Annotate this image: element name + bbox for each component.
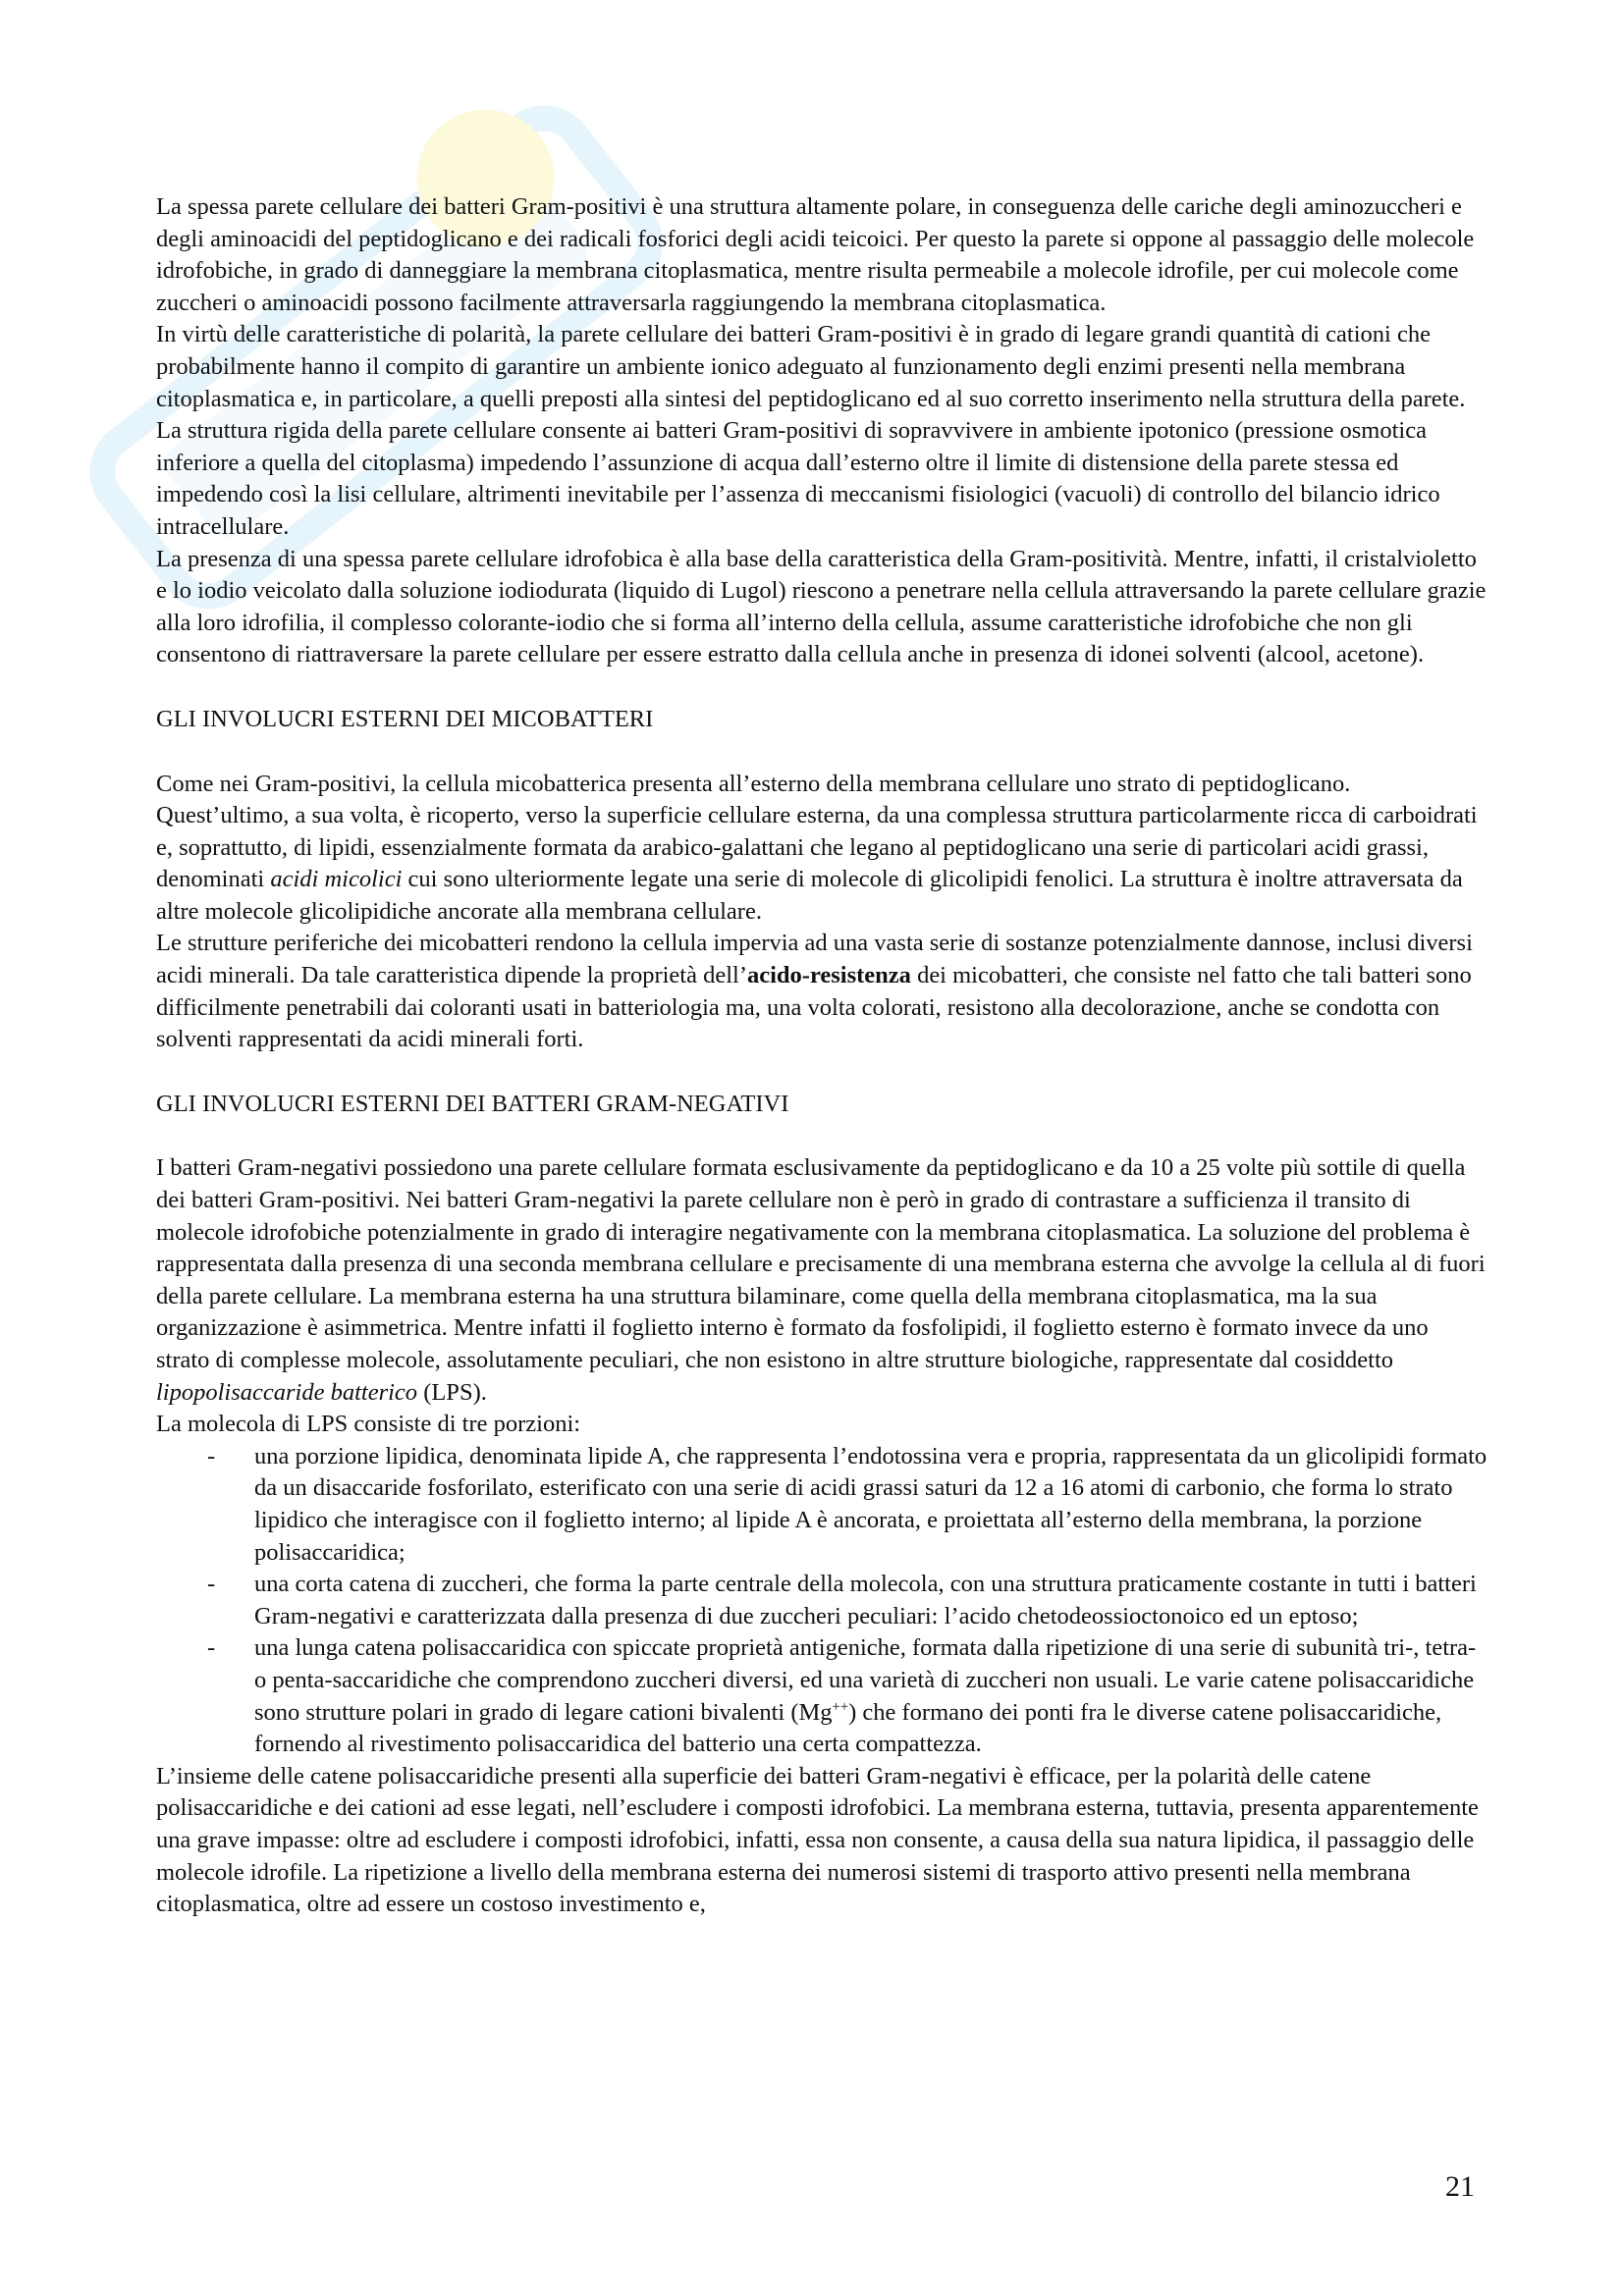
heading-micobatteri: GLI INVOLUCRI ESTERNI DEI MICOBATTERI [156, 705, 654, 732]
page-number: 21 [1445, 2170, 1475, 2203]
list-item: - una corta catena di zuccheri, che forma la parte centrale della molecola, con una struttura praticamente costante in tutti i batteri Gram-negativi e caratterizzata dalla presenza di due zuccheri peculiari: l’acido chetodeossioctonoico ed un eptoso; [207, 1571, 1477, 1629]
paragraph-intro-4: La presenza di una spessa parete cellulare idrofobica è alla base della caratteristica della Gram-positività. Mentre, infatti, il cristalvioletto e lo iodio veicolato dalla soluzione iodiodurata (liquido di Lugol) riescono a penetrare nella cellula attraversando la parete cellulare grazie alla loro idrofilia, il complesso colorante-iodio che si forma all’interno della cellula, assume caratteristiche idrofobiche che non gli consentono di riattraversare la parete cellulare per essere estratto dalla cellula anche in presenza di idonei solventi (alcool, acetone). [156, 545, 1487, 668]
document-page [156, 191, 1488, 1921]
italic-term-acidi-micolici: acidi micolici [270, 866, 403, 893]
bold-term-acido-resistenza: acido-resistenza [747, 962, 911, 989]
paragraph-myco-1: Come nei Gram-positivi, la cellula micobatterica presenta all’esterno della membrana cellulare uno strato di peptidoglicano. Quest’ultimo, a sua volta, è ricoperto, verso la superficie cellulare esterna, da una complessa struttura particolarmente ricca di carboidrati e, soprattutto, di lipidi, essenzialmente formata da arabico-galattani che legano al peptidoglicano una serie di particolari acidi grassi, denominati acidi micolici cui sono ulteriormente legate una serie di molecole di glicolipidi fenolici. La struttura è inoltre attraversata da altre molecole glicolipidiche ancorate alla membrana cellulare. [156, 770, 1478, 925]
dash-bullet: - [207, 1442, 216, 1469]
dash-bullet: - [207, 1634, 216, 1662]
paragraph-intro-1: La spessa parete cellulare dei batteri Gram-positivi è una struttura altamente polare, in conseguenza delle cariche degli aminozuccheri e degli aminoacidi del peptidoglicano e dei radicali fosforici degli acidi teicoici. Per questo la parete si oppone al passaggio delle molecole idrofobiche, in grado di danneggiare la membrana citoplasmatica, mentre risulta permeabile a molecole idrofile, per cui molecole come zuccheri o aminoacidi possono facilmente attraversarla raggiungendo la membrana citoplasmatica. [156, 193, 1475, 316]
paragraph-intro-2: In virtù delle caratteristiche di polarità, la parete cellulare dei batteri Gram-positivi è in grado di legare grandi quantità di cationi che probabilmente hanno il compito di garantire un ambiente ionico adeguato al funzionamento degli enzimi presenti nella membrana citoplasmatica e, in particolare, a quelli preposti alla sintesi del peptidoglicano ed al suo corretto inserimento nella struttura della parete. [156, 321, 1466, 412]
paragraph-gramneg-1: I batteri Gram-negativi possiedono una parete cellulare formata esclusivamente da peptidoglicano e da 10 a 25 volte più sottile di quella dei batteri Gram-positivi. Nei batteri Gram-negativi la parete cellulare non è però in grado di contrastare a sufficienza il transito di molecole idrofobiche potenzialmente in grado di interagire negativamente con la membrana citoplasmatica. La soluzione del problema è rappresentata dalla presenza di una seconda membrana cellulare e precisamente di una membrana esterna che avvolge la cellula al di fuori della parete cellulare. La membrana esterna ha una struttura bilaminare, come quella della membrana citoplasmatica, ma la sua organizzazione è asimmetrica. Mentre infatti il foglietto interno è formato da fosfolipidi, il foglietto esterno è formato invece da uno strato di complesse molecole, assolutamente peculiari, che non esistono in altre strutture biologiche, rappresentate dal cosiddetto lipopolisaccaride batterico (LPS). [156, 1154, 1486, 1406]
superscript-charge: ++ [832, 1698, 849, 1715]
heading-gram-negativi: GLI INVOLUCRI ESTERNI DEI BATTERI GRAM-NEGATIVI [156, 1090, 789, 1117]
lps-portions-list [156, 1441, 1488, 1761]
list-item: - una lunga catena polisaccaridica con spiccate proprietà antigeniche, formata dalla ripetizione di una serie di subunità tri-, tetra- o penta-saccaridiche che comprendono zuccheri diversi, ed una varietà di zuccheri non usuali. Le varie catene polisaccaridiche sono strutture polari in grado di legare cationi bivalenti (Mg++) che formano dei ponti fra le diverse catene polisaccaridiche, fornendo al rivestimento polisaccaridica del batterio una certa compattezza. [207, 1634, 1477, 1758]
paragraph-lps-intro: La molecola di LPS consiste di tre porzioni: [156, 1411, 581, 1438]
paragraph-gramneg-closing: L’insieme delle catene polisaccaridiche presenti alla superficie dei batteri Gram-negativi è efficace, per la polarità delle catene polisaccaridiche e dei cationi ad esse legati, nell’escludere i composti idrofobici. La membrana esterna, tuttavia, presenta apparentemente una grave impasse: oltre ad escludere i composti idrofobici, infatti, essa non consente, a causa della sua natura lipidica, il passaggio delle molecole idrofile. La ripetizione a livello della membrana esterna dei numerosi sistemi di trasporto attivo presenti nella membrana citoplasmatica, oltre ad essere un costoso investimento e, [156, 1762, 1479, 1918]
dash-bullet: - [207, 1571, 216, 1598]
italic-term-lps: lipopolisaccaride batterico [156, 1378, 418, 1406]
list-item: - una porzione lipidica, denominata lipide A, che rappresenta l’endotossina vera e propria, rappresentata da un glicolipidi formato da un disaccaride fosforilato, esterificato con una serie di acidi grassi saturi da 12 a 16 atomi di carbonio, che forma lo strato lipidico che interagisce con il foglietto interno; al lipide A è ancorata, e proiettata all’esterno della membrana, la porzione polisaccaridica; [207, 1442, 1488, 1566]
paragraph-myco-2: Le strutture periferiche dei micobatteri rendono la cellula impervia ad una vasta serie di sostanze potenzialmente dannose, inclusi diversi acidi minerali. Da tale caratteristica dipende la proprietà dell’acido-resistenza dei micobatteri, che consiste nel fatto che tali batteri sono difficilmente penetrabili dai coloranti usati in batteriologia ma, una volta colorati, resistono alla decolorazione, anche se condotta con solventi rappresentati da acidi minerali forti. [156, 930, 1473, 1053]
paragraph-intro-3: La struttura rigida della parete cellulare consente ai batteri Gram-positivi di sopravvivere in ambiente ipotonico (pressione osmotica inferiore a quella del citoplasma) impedendo l’assunzione di acqua dall’esterno oltre il limite di distensione della parete stessa ed impedendo così la lisi cellulare, altrimenti inevitabile per l’assenza di meccanismi fisiologici (vacuoli) di controllo del bilancio idrico intracellulare. [156, 417, 1440, 540]
